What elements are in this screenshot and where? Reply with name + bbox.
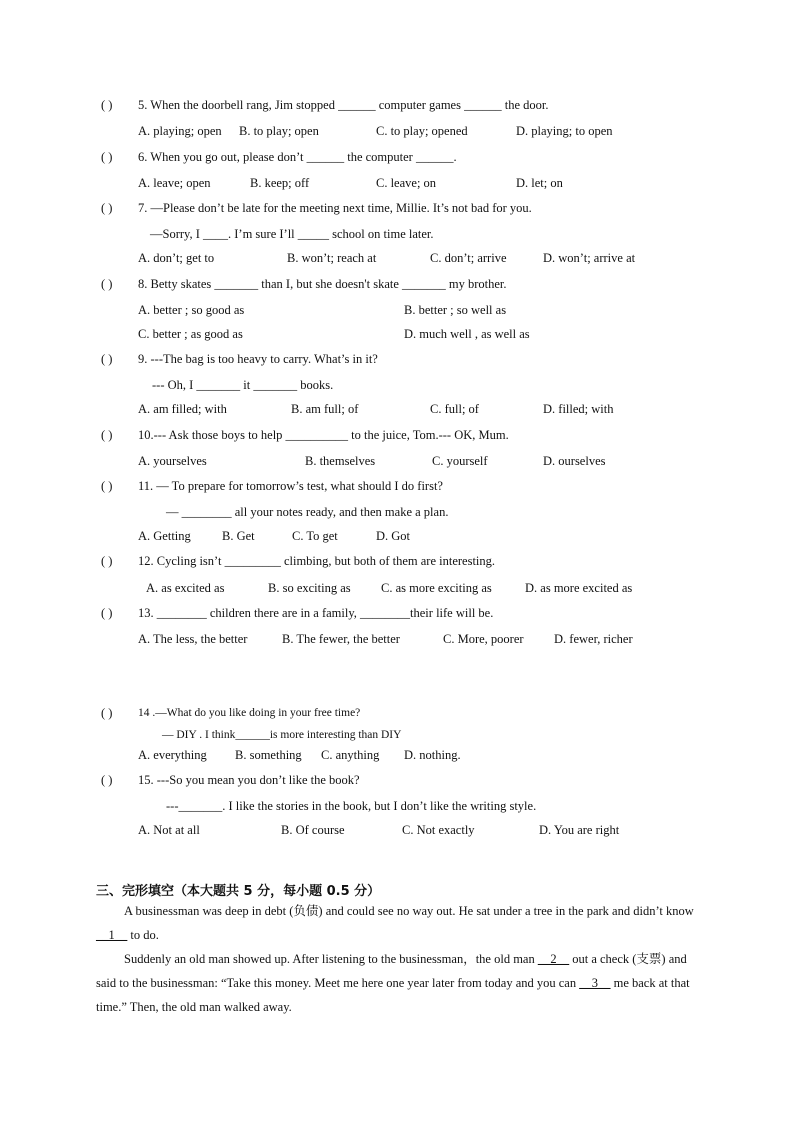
passage-text: to do. [127, 928, 159, 942]
option-a: A. The less, the better [138, 632, 248, 646]
answer-paren[interactable]: ( ) [101, 428, 113, 442]
blank-2[interactable]: __2__ [537, 952, 570, 966]
option-d: D. filled; with [543, 402, 614, 416]
option-c: C. to play; opened [376, 124, 468, 138]
option-b: B. better ; so well as [404, 303, 507, 317]
question-stem: 15. ---So you mean you don’t like the book? [138, 773, 360, 787]
option-b: B. themselves [305, 454, 376, 468]
question-response: --- Oh, I _______ it _______ books. [152, 378, 334, 392]
question-stem: 13. ________ children there are in a family, ________their life will be. [138, 606, 494, 620]
question-stem: 14 .—What do you like doing in your free time? [138, 707, 361, 719]
option-b: B. keep; off [250, 176, 310, 190]
option-b: B. Of course [281, 823, 345, 837]
option-c: C. better ; as good as [138, 327, 243, 341]
question-stem: 12. Cycling isn’t _________ climbing, but both of them are interesting. [138, 554, 496, 568]
question-stem: 5. When the doorbell rang, Jim stopped ______ computer games ______ the door. [138, 98, 549, 112]
question-stem: 10.--- Ask those boys to help __________ to the juice, Tom.--- OK, Mum. [138, 428, 509, 442]
option-d: D. Got [376, 529, 411, 543]
passage-text: Suddenly an old man showed up. After listening to the businessman，the old man [124, 952, 538, 966]
answer-paren[interactable]: ( ) [101, 773, 113, 787]
answer-paren[interactable]: ( ) [101, 98, 113, 112]
answer-paren[interactable]: ( ) [101, 706, 113, 720]
answer-paren[interactable]: ( ) [101, 554, 113, 568]
option-c: C. To get [292, 529, 338, 543]
question-stem: 9. ---The bag is too heavy to carry. What’s in it? [138, 352, 378, 366]
answer-paren[interactable]: ( ) [101, 606, 113, 620]
passage-text: me back at that time.” Then, the old man walked away. [96, 976, 690, 1014]
option-c: C. leave; on [376, 176, 437, 190]
passage-paragraph-1 [96, 899, 700, 947]
option-d: D. ourselves [543, 454, 606, 468]
option-c: C. as more exciting as [381, 581, 492, 595]
option-b: B. The fewer, the better [282, 632, 400, 646]
question-stem: 6. When you go out, please don’t ______ the computer ______. [138, 150, 457, 164]
option-a: A. Getting [138, 529, 191, 543]
option-b: B. so exciting as [268, 581, 351, 595]
option-c: C. anything [321, 748, 380, 762]
passage-paragraph-2 [96, 947, 700, 1019]
option-a: A. am filled; with [138, 402, 227, 416]
option-b: B. am full; of [291, 402, 359, 416]
question-stem: 8. Betty skates _______ than I, but she doesn't skate _______ my brother. [138, 277, 507, 291]
option-a: A. yourselves [138, 454, 207, 468]
option-b: B. something [235, 748, 302, 762]
question-response: ---_______. I like the stories in the book, but I don’t like the writing style. [166, 799, 537, 813]
passage-text: out a check (支票) and said to the businessman: “Take this money. Meet me here one year later from today and you can [96, 952, 687, 990]
section-heading: 三、完形填空（本大题共 5 分，每小题 0.5 分） [96, 884, 381, 899]
answer-paren[interactable]: ( ) [101, 479, 113, 493]
option-a: A. as excited as [146, 581, 225, 595]
option-c: C. don’t; arrive [430, 251, 507, 265]
option-a: A. everything [138, 748, 207, 762]
blank-3[interactable]: __3__ [579, 976, 611, 990]
option-d: D. nothing. [404, 748, 461, 762]
answer-paren[interactable]: ( ) [101, 277, 113, 291]
question-stem: 7. —Please don’t be late for the meeting next time, Millie. It’s not bad for you. [138, 201, 532, 215]
blank-1[interactable]: __1__ [96, 928, 128, 942]
option-d: D. playing; to open [516, 124, 613, 138]
option-c: C. yourself [432, 454, 488, 468]
option-b: B. to play; open [239, 124, 319, 138]
question-response: — DIY . I think______is more interesting than DIY [162, 729, 402, 741]
option-d: D. let; on [516, 176, 563, 190]
option-b: B. won’t; reach at [287, 251, 377, 265]
option-a: A. better ; so good as [138, 303, 245, 317]
question-response: —Sorry, I ____. I’m sure I’ll _____ school on time later. [150, 227, 434, 241]
option-a: A. don’t; get to [138, 251, 215, 265]
option-a: A. playing; open [138, 124, 222, 138]
option-a: A. Not at all [138, 823, 200, 837]
answer-paren[interactable]: ( ) [101, 352, 113, 366]
passage-text: A businessman was deep in debt (负债) and could see no way out. He sat under a tree in the park and didn’t know [124, 904, 694, 918]
question-response: — ________ all your notes ready, and then make a plan. [166, 505, 449, 519]
option-c: C. Not exactly [402, 823, 475, 837]
question-stem: 11. — To prepare for tomorrow’s test, what should I do first? [138, 479, 443, 493]
option-c: C. More, poorer [443, 632, 524, 646]
option-d: D. much well , as well as [404, 327, 530, 341]
option-d: D. You are right [539, 823, 620, 837]
answer-paren[interactable]: ( ) [101, 201, 113, 215]
answer-paren[interactable]: ( ) [101, 150, 113, 164]
option-d: D. fewer, richer [554, 632, 633, 646]
option-b: B. Get [222, 529, 255, 543]
option-d: D. won’t; arrive at [543, 251, 636, 265]
option-c: C. full; of [430, 402, 479, 416]
option-a: A. leave; open [138, 176, 211, 190]
option-d: D. as more excited as [525, 581, 633, 595]
